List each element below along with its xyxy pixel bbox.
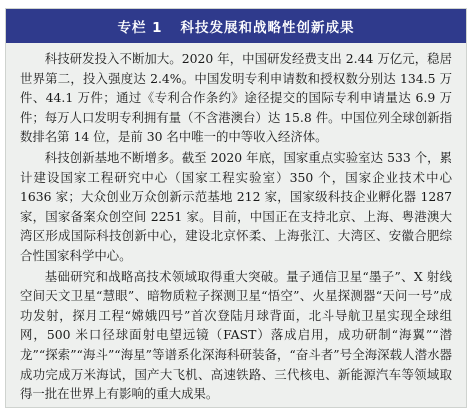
column-title: 科技发展和战略性创新成果 [180, 20, 355, 36]
paragraph-breakthroughs: 基础研究和战略高技术领域取得重大突破。量子通信卫星“墨子”、X 射线空间天文卫星“慧眼”、暗物质粒子探测卫星“悟空”、火星探测器“天问一号”成功发射，探月工程“嫦娥四号”首次登陆月球背面，北斗导航卫星实现全球组网，500 米口径球面射电望远镜（FAST）落成启用，成功研制“海翼”“潜龙”“探索”“海斗”“海星”等谱系化深海科研装备，“奋斗者”号全海深载人潜水器成功完成万米海试，国产大飞机、高速铁路、三代核电、新能源汽车等领域取得一批在世界上有影响的重大成果。 [20, 268, 452, 402]
column-header [6, 9, 466, 43]
paragraph-rd-investment: 科技研发投入不断加大。2020 年，中国研发经费支出 2.44 万亿元，稳居世界第二，投入强度达 2.4%。中国发明专利申请数和授权数分别达 134.5 万件、44.1 万件；通过《专利合作条约》途径提交的国际专利申请量达 6.9 万件；每万人口发明专利拥有量（不含港澳台）达 15.8 件。中国位列全球创新指数排名第 14 位，是前 30 名中唯一的中等收入经济体。 [20, 51, 452, 145]
column-body [6, 43, 466, 404]
column-box [5, 8, 467, 408]
column-label: 专栏 1 [117, 20, 163, 36]
paragraph-innovation-bases: 科技创新基地不断增多。截至 2020 年底，国家重点实验室达 533 个，累计建设国家工程研究中心（国家工程实验室）350 个，国家企业技术中心 1636 家；大众创业万众创新示范基地 212 家，国家级科技企业孵化器 1287 家，国家备案众创空间 2251 家。目前，中国正在支持北京、上海、粤港澳大湾区形成国际科技创新中心，建设北京怀柔、上海张江、大湾区、安徽合肥综合性国家科学中心。 [20, 149, 452, 263]
